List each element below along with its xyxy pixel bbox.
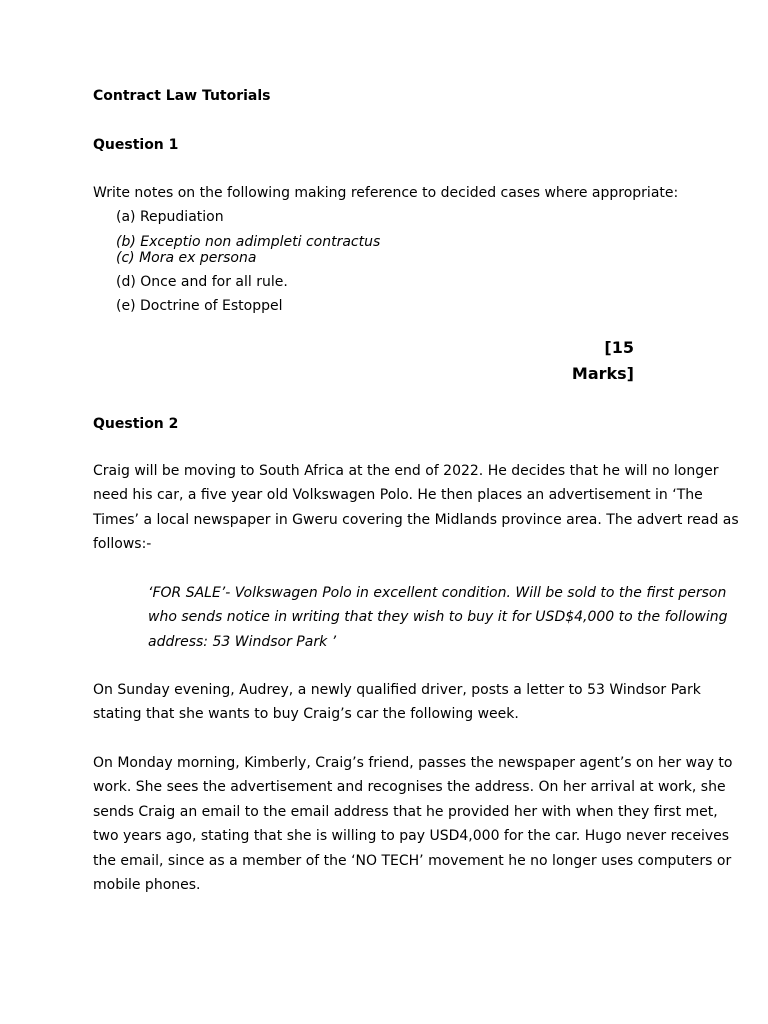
paragraph-line: On Sunday evening, Audrey, a newly qualified driver, posts a letter to 53 Windsor Park	[93, 682, 701, 698]
list-item-c: (c) Mora ex persona	[116, 250, 257, 266]
quote-line: ‘FOR SALE’- Volkswagen Polo in excellent condition. Will be sold to the first person	[148, 585, 727, 601]
paragraph-line: On Monday morning, Kimberly, Craig’s friend, passes the newspaper agent’s on her way to	[93, 755, 733, 771]
paragraph-line: work. She sees the advertisement and recognises the address. On her arrival at work, she	[93, 779, 726, 796]
paragraph-line: sends Craig an email to the email address that he provided her with when they first met,	[93, 803, 718, 820]
paragraph-line: Times’ a local newspaper in Gweru covering the Midlands province area. The advert read as	[93, 511, 739, 528]
quote-line: address: 53 Windsor Park ’	[148, 633, 337, 650]
question-2-paragraph-3	[93, 751, 733, 897]
paragraph-line: need his car, a five year old Volkswagen Polo. He then places an advertisement in ‘The	[93, 487, 703, 504]
paragraph-line: mobile phones.	[93, 876, 201, 893]
list-item-d: (d) Once and for all rule.	[116, 274, 288, 290]
paragraph-line: stating that she wants to buy Craig’s car the following week.	[93, 706, 519, 723]
list-item-a: (a) Repudiation	[116, 209, 224, 225]
paragraph-line: Craig will be moving to South Africa at the end of 2022. He decides that he will no longer	[93, 463, 719, 479]
marks-line-2: Marks]	[571, 364, 634, 383]
paragraph-line: follows:-	[93, 536, 152, 553]
document-title: Contract Law Tutorials	[93, 88, 271, 104]
question-2-paragraph-1	[93, 459, 739, 557]
question-1-heading: Question 1	[93, 137, 179, 153]
marks-line-1: [15	[604, 338, 634, 357]
question-1-intro: Write notes on the following making reference to decided cases where appropriate:	[93, 185, 679, 201]
paragraph-line: two years ago, stating that she is willing to pay USD4,000 for the car. Hugo never receives	[93, 828, 730, 845]
question-2-heading: Question 2	[93, 416, 179, 432]
list-item-b: (b) Exceptio non adimpleti contractus	[116, 234, 381, 250]
quote-line: who sends notice in writing that they wish to buy it for USD$4,000 to the following	[148, 609, 728, 626]
question-2-paragraph-2	[93, 678, 701, 727]
advert-quote	[148, 581, 728, 654]
paragraph-line: the email, since as a member of the ‘NO TECH’ movement he no longer uses computers or	[93, 852, 732, 869]
list-item-e: (e) Doctrine of Estoppel	[116, 298, 283, 314]
